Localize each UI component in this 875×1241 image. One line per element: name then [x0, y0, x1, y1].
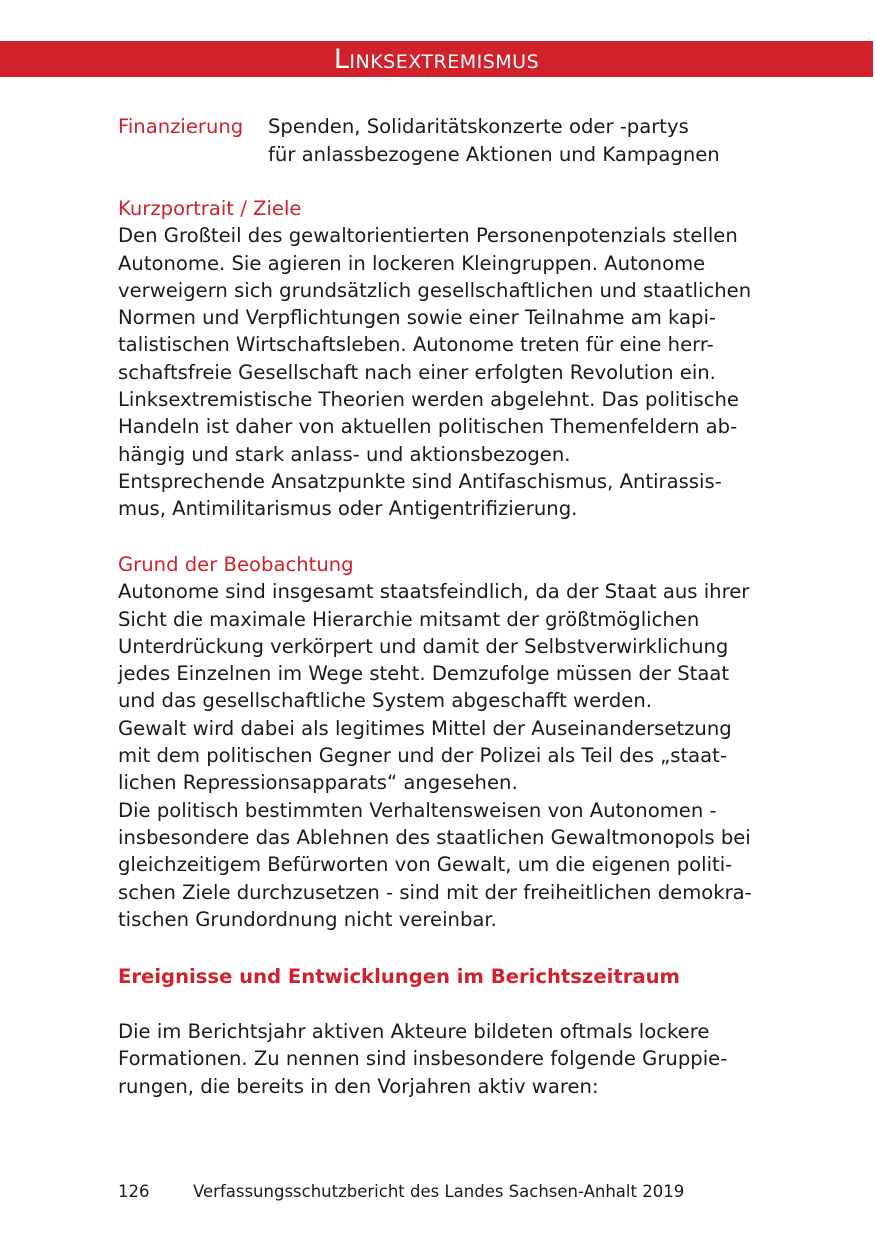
financing-line: Spenden, Solidaritätskonzerte oder -partys: [268, 115, 689, 138]
profile-line: schaftsfreie Gesellschaft nach einer erfolgten Revolution ein.: [118, 360, 716, 384]
profile-heading: Kurzportrait / Ziele: [118, 197, 302, 220]
chapter-header-bar: [0, 41, 873, 77]
observation-section: [118, 551, 758, 933]
observation-line: Die politisch bestimmten Verhaltensweisen von Autonomen -: [118, 798, 717, 822]
financing-value: [268, 113, 720, 169]
profile-line: mus, Antimilitarismus oder Antigentrifizierung.: [118, 497, 578, 521]
footer-publication: Verfassungsschutzbericht des Landes Sachsen-Anhalt 2019: [193, 1182, 685, 1201]
observation-line: gleichzeitigem Befürworten von Gewalt, um die eigenen politi-: [118, 853, 733, 877]
observation-line: mit dem politischen Gegner und der Polizei als Teil des „staat-: [118, 744, 727, 768]
observation-line: Autonome sind insgesamt staatsfeindlich, da der Staat aus ihrer: [118, 580, 750, 604]
events-line: Die im Berichtsjahr aktiven Akteure bildeten oftmals lockere: [118, 1020, 710, 1043]
events-section: [118, 1018, 758, 1100]
events-line: rungen, die bereits in den Vorjahren aktiv waren:: [118, 1074, 599, 1098]
observation-line: Unterdrückung verkörpert und damit der Selbstverwirklichung: [118, 634, 729, 658]
observation-line: lichen Repressionsapparats“ angesehen.: [118, 771, 518, 795]
observation-line: Gewalt wird dabei als legitimes Mittel der Auseinandersetzung: [118, 716, 732, 740]
profile-section: [118, 195, 758, 523]
observation-heading: Grund der Beobachtung: [118, 553, 354, 576]
observation-line: und das gesellschaftliche System abgeschafft werden.: [118, 689, 653, 713]
observation-line: jedes Einzelnen im Wege steht. Demzufolge müssen der Staat: [118, 662, 730, 686]
profile-line: Entsprechende Ansatzpunkte sind Antifaschismus, Antirassis-: [118, 469, 722, 493]
observation-line: tischen Grundordnung nicht vereinbar.: [118, 907, 497, 931]
profile-line: talistischen Wirtschaftsleben. Autonome treten für eine herr-: [118, 333, 714, 357]
events-line: Formationen. Zu nennen sind insbesondere folgende Gruppie-: [118, 1047, 728, 1071]
financing-line: für anlassbezogene Aktionen und Kampagnen: [268, 143, 720, 166]
chapter-title: Linksextremismus: [333, 44, 540, 75]
profile-line: Den Großteil des gewaltorientierten Personenpotenzials stellen: [118, 224, 738, 248]
events-heading: Ereignisse und Entwicklungen im Berichtszeitraum: [118, 965, 680, 988]
profile-line: Autonome. Sie agieren in lockeren Kleingruppen. Autonome: [118, 251, 706, 275]
observation-line: schen Ziele durchzusetzen - sind mit der freiheitlichen demokra-: [118, 880, 752, 904]
observation-line: insbesondere das Ablehnen des staatlichen Gewaltmonopols bei: [118, 825, 751, 849]
observation-line: Sicht die maximale Hierarchie mitsamt der größtmöglichen: [118, 607, 700, 631]
financing-label: Finanzierung: [118, 115, 244, 138]
profile-line: Normen und Verpflichtungen sowie einer Teilnahme am kapi-: [118, 306, 716, 330]
page-number: 126: [118, 1182, 150, 1201]
profile-line: verweigern sich grundsätzlich gesellschaftlichen und staatlichen: [118, 278, 752, 302]
profile-line: Linksextremistische Theorien werden abgelehnt. Das politische: [118, 388, 739, 412]
profile-line: hängig und stark anlass- und aktionsbezogen.: [118, 442, 571, 466]
profile-line: Handeln ist daher von aktuellen politischen Themenfeldern ab-: [118, 415, 738, 439]
